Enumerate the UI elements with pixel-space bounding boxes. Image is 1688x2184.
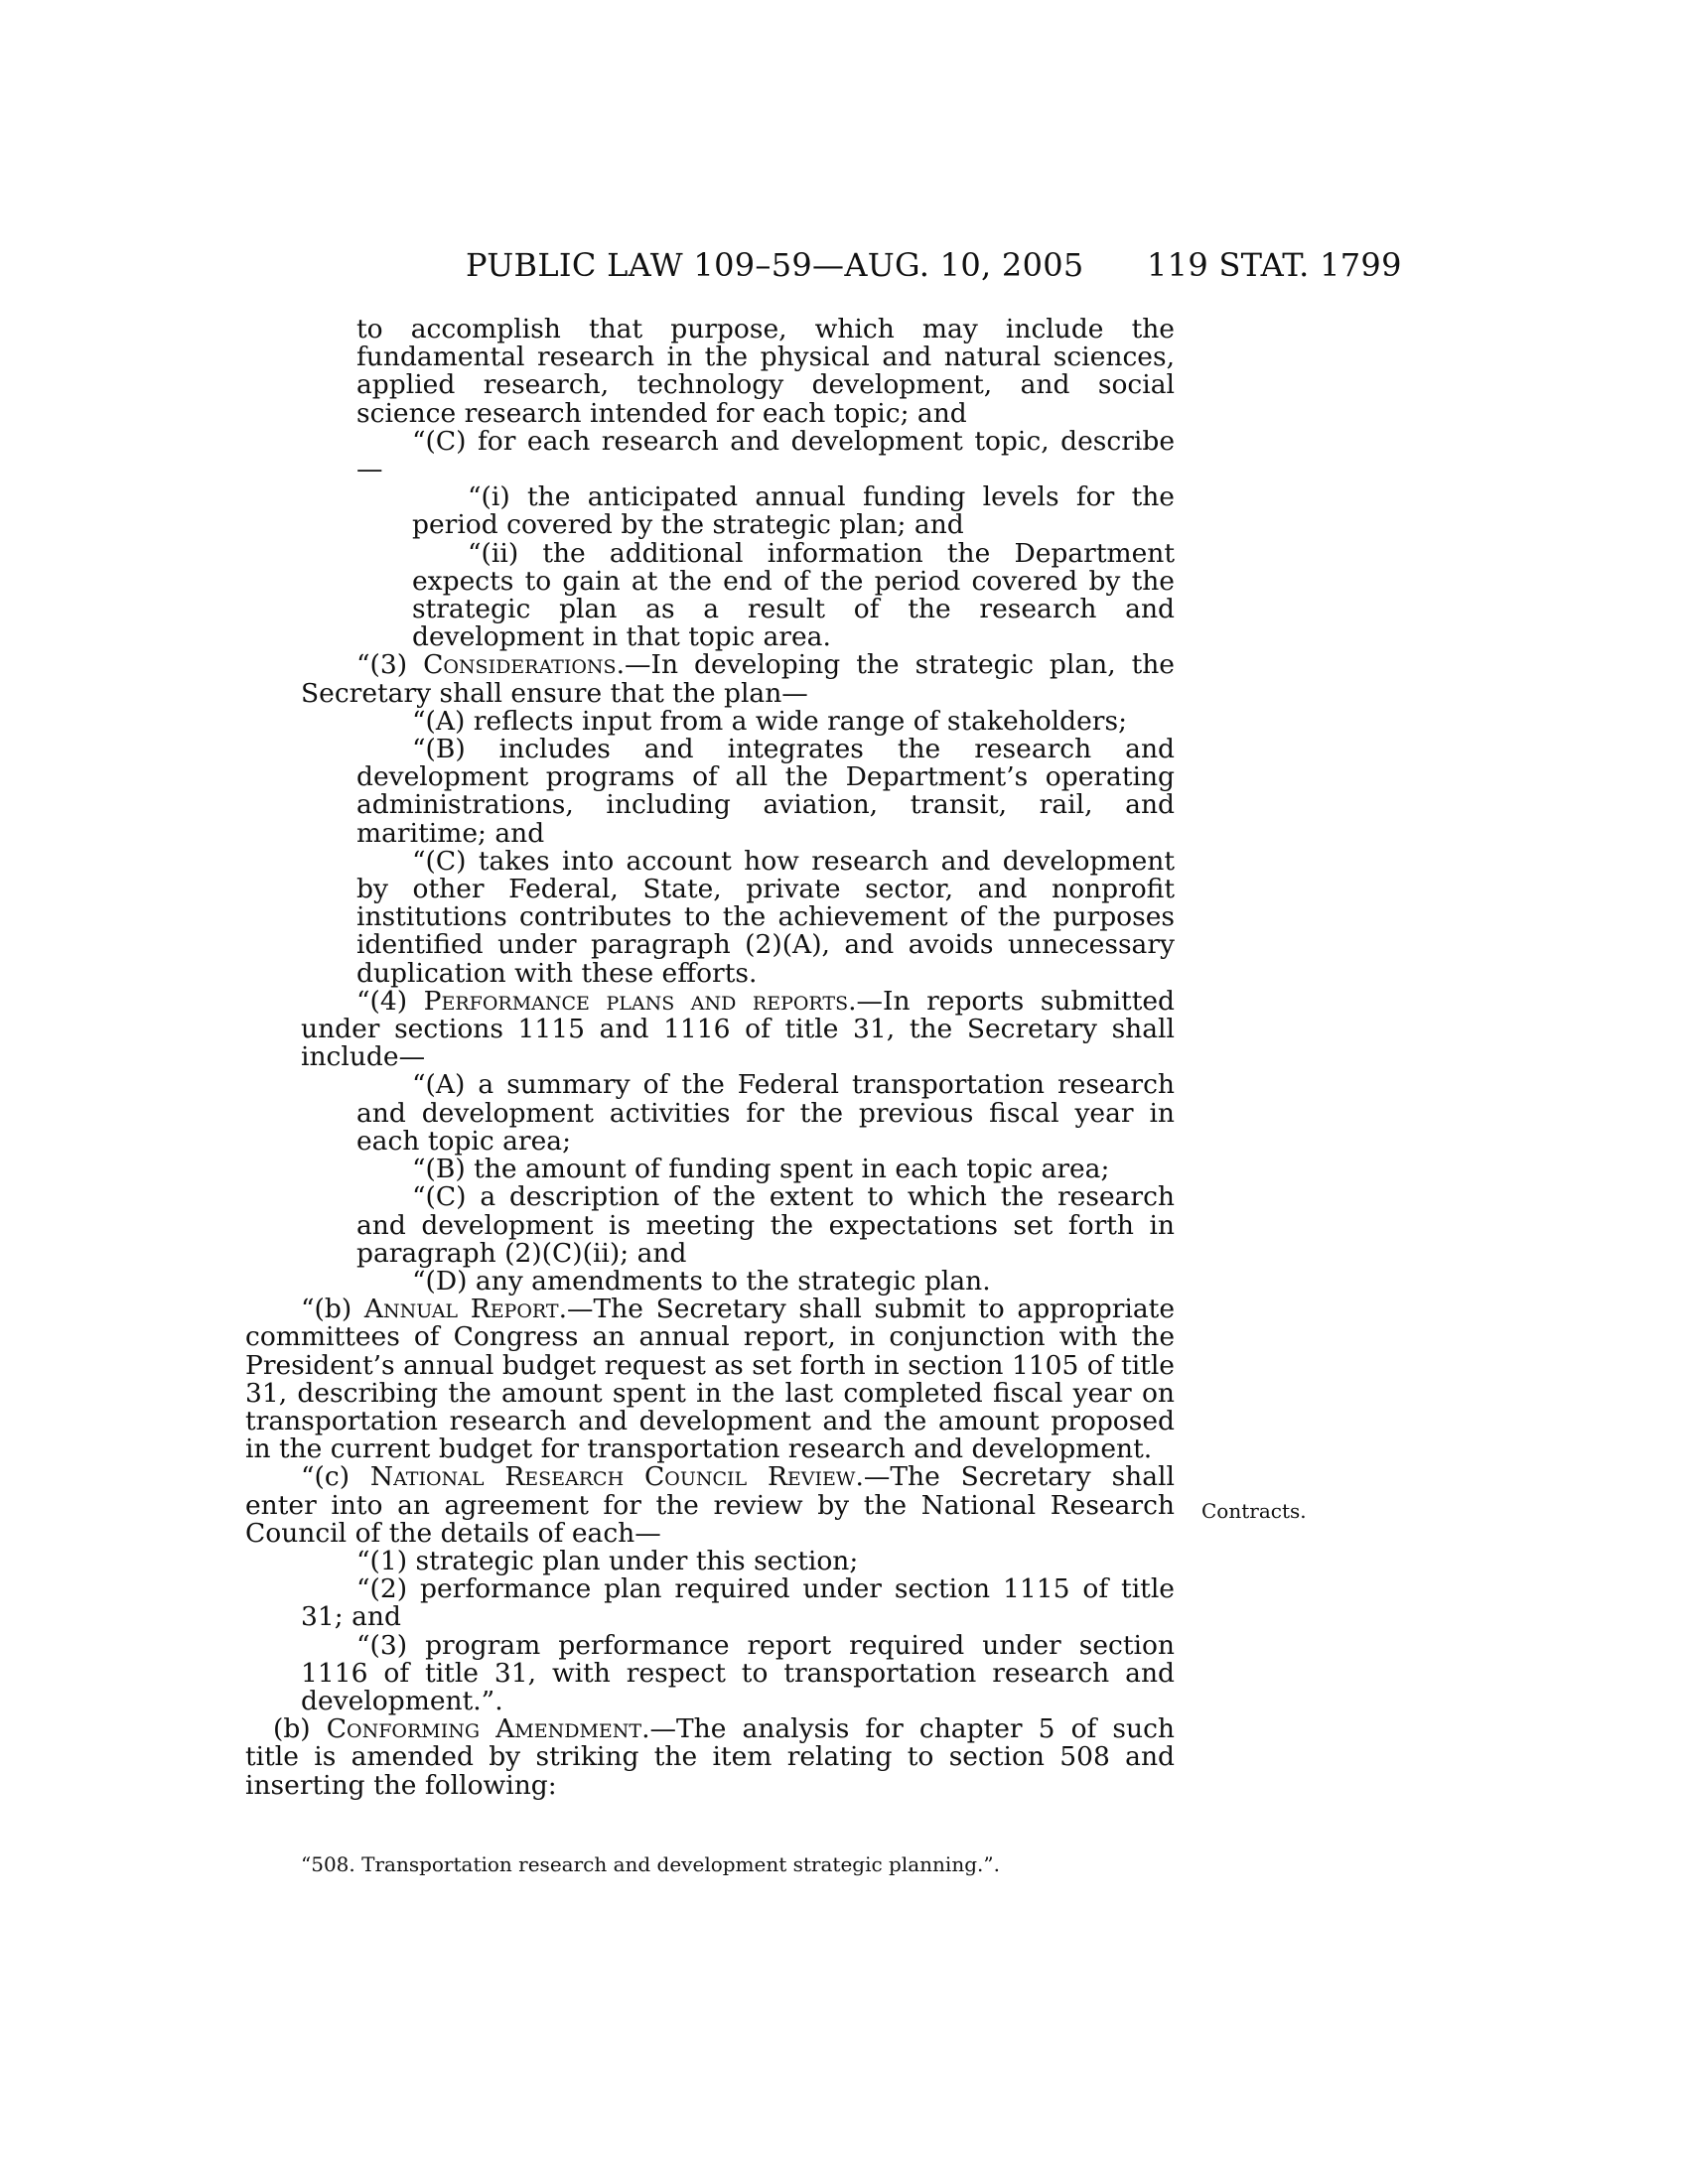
document-body	[245, 314, 1176, 1801]
paragraph-1-strategic: “(1) strategic plan under this section;	[356, 1545, 859, 1576]
table-of-sections-entry: “508. Transportation research and development strategic planning.”.	[301, 1852, 1000, 1876]
paragraph-lead: (b)	[273, 1713, 327, 1745]
running-header-stat: 119 STAT. 1799	[1147, 246, 1402, 284]
paragraph-3-program-report: “(3) program performance report required under section 1116 of title 31, with respect to transportation research and development.”.	[301, 1629, 1175, 1716]
paragraph-ii-information: “(ii) the additional information the Department expects to gain at the end of the period covered by the strategic plan as a result of the research and development in that topic area.	[412, 537, 1175, 653]
paragraph-b-integrates: “(B) includes and integrates the research and development programs of all the Department’s operating administrations, including aviation, transit, rail, and maritime; and	[356, 734, 1175, 849]
paragraph-text: .—The analysis for chapter 5 of such title is amended by striking the item relating to section 508 and inserting the following:	[245, 1713, 1176, 1801]
paragraph-c-description: “(C) a description of the extent to which the research and development is meeting the expectations set forth in paragraph (2)(C)(ii); and	[356, 1181, 1175, 1269]
paragraph-i-funding: “(i) the anticipated annual funding levels for the period covered by the strategic plan; and	[412, 481, 1175, 541]
running-header-title: PUBLIC LAW 109–59—AUG. 10, 2005	[466, 246, 1084, 284]
paragraph-text: .—In reports submitted under sections 1115 and 1116 of title 31, the Secretary shall include—	[301, 985, 1176, 1073]
paragraph-3-considerations	[301, 651, 1175, 707]
paragraph-b-annual-report	[245, 1296, 1175, 1463]
paragraph-text: .—The Secretary shall enter into an agreement for the review by the National Research Council of the details of each—	[245, 1461, 1175, 1549]
section-caption: National Research Council Review	[369, 1461, 856, 1493]
paragraph-continuation: to accomplish that purpose, which may include the fundamental research in the physical and natural sciences, applied research, technology development, and social science research intended for each topic; and	[356, 314, 1175, 429]
paragraph-b-funding: “(B) the amount of funding spent in each topic area;	[412, 1154, 1110, 1185]
section-caption: Considerations	[423, 649, 617, 681]
paragraph-a-stakeholders: “(A) reflects input from a wide range of stakeholders;	[412, 705, 1128, 737]
paragraph-c-describe: “(C) for each research and development topic, describe—	[356, 425, 1175, 485]
paragraph-2-performance-plan: “(2) performance plan required under section 1115 of title 31; and	[301, 1573, 1175, 1633]
paragraph-lead: “(4)	[356, 985, 424, 1017]
section-caption: Performance plans and reports	[423, 985, 849, 1017]
section-caption: Conforming Amendment	[326, 1713, 642, 1745]
paragraph-4-performance	[301, 985, 1176, 1073]
paragraph-c-nrc-review	[245, 1463, 1175, 1548]
paragraph-d-amendments: “(D) any amendments to the strategic plan.	[412, 1265, 991, 1297]
paragraph-text: .—In developing the strategic plan, the Secretary shall ensure that the plan—	[301, 649, 1175, 709]
paragraph-text: .—The Secretary shall submit to appropriate committees of Congress an annual report, in conjunction with the President’s annual budget request as set forth in section 1105 of title 31, describing the amount spent in the last completed fiscal year on transportation research and development and the amount proposed in the current budget for transportation research and development.	[245, 1294, 1175, 1465]
paragraph-lead: “(c)	[301, 1461, 370, 1493]
paragraph-lead: “(3)	[356, 649, 424, 681]
paragraph-lead: “(b)	[301, 1294, 364, 1325]
section-caption: Annual Report	[363, 1294, 559, 1325]
paragraph-a-summary: “(A) a summary of the Federal transportation research and development activities for the previous fiscal year in each topic area;	[356, 1069, 1175, 1157]
paragraph-b-conforming	[245, 1715, 1175, 1800]
margin-note-contracts: Contracts.	[1201, 1499, 1307, 1523]
paragraph-c-account: “(C) takes into account how research and development by other Federal, State, private sector, and nonprofit institutions contributes to the achievement of the purposes identified under paragraph (2)(A), and avoids unnecessary duplication with these efforts.	[356, 845, 1175, 989]
